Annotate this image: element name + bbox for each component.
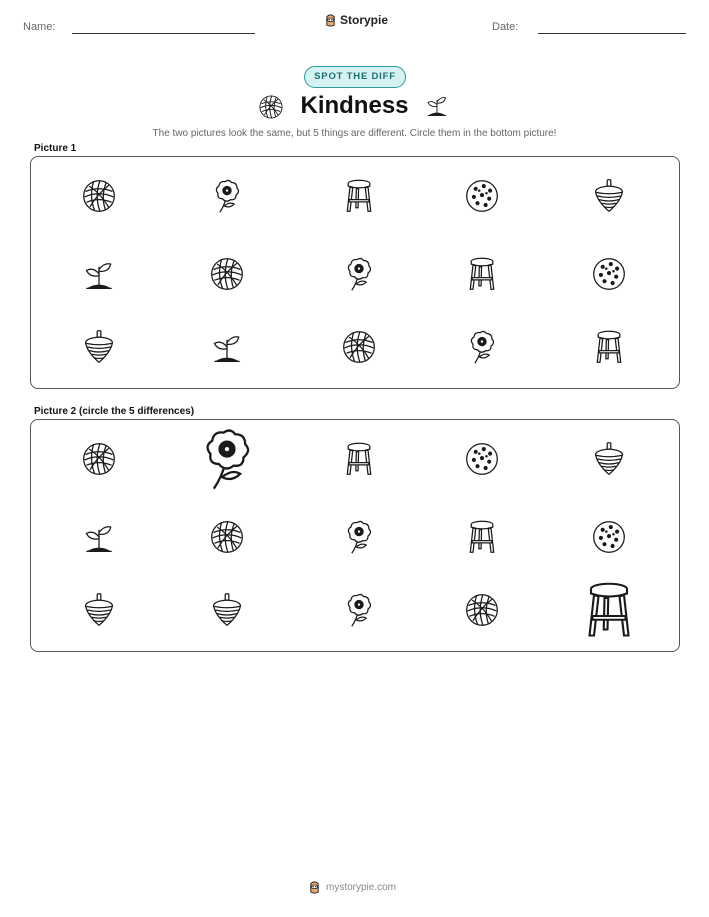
mascot-icon [324, 13, 337, 27]
flower-icon [209, 178, 245, 214]
stool-icon[interactable] [579, 580, 639, 640]
spot-the-diff-badge: SPOT THE DIFF [304, 66, 406, 88]
yarn-ball-icon [209, 256, 245, 292]
brand-logo [324, 13, 388, 27]
cookie-icon[interactable] [591, 519, 627, 555]
mascot-icon [308, 880, 321, 894]
stool-icon[interactable] [464, 519, 500, 555]
picture1-label: Picture 1 [34, 143, 77, 154]
spinning-top-icon[interactable] [81, 592, 117, 628]
stool-icon [341, 178, 377, 214]
sprout-icon [424, 92, 450, 118]
yarn-ball-icon[interactable] [464, 592, 500, 628]
yarn-ball-icon[interactable] [81, 441, 117, 477]
cookie-icon [464, 178, 500, 214]
picture1-panel [30, 156, 680, 389]
brand-name: Storypie [340, 13, 389, 27]
spinning-top-icon[interactable] [591, 441, 627, 477]
spinning-top-icon [591, 178, 627, 214]
stool-icon [591, 329, 627, 365]
flower-icon[interactable] [194, 426, 260, 492]
spinning-top-icon [81, 329, 117, 365]
name-label: Name: [23, 21, 56, 33]
flower-icon [341, 256, 377, 292]
stool-icon[interactable] [341, 441, 377, 477]
picture2-panel[interactable] [30, 419, 680, 652]
yarn-ball-icon[interactable] [209, 519, 245, 555]
date-line[interactable] [538, 33, 686, 34]
stool-icon [464, 256, 500, 292]
footer [308, 880, 396, 894]
flower-icon[interactable] [341, 592, 377, 628]
sprout-icon [209, 329, 245, 365]
spinning-top-icon[interactable] [209, 592, 245, 628]
yarn-ball-icon [341, 329, 377, 365]
date-label: Date: [492, 21, 519, 33]
footer-url[interactable]: mystorypie.com [326, 881, 397, 893]
cookie-icon[interactable] [464, 441, 500, 477]
picture2-label: Picture 2 (circle the 5 differences) [34, 406, 195, 417]
flower-icon [464, 329, 500, 365]
yarn-ball-icon [81, 178, 117, 214]
flower-icon[interactable] [341, 519, 377, 555]
name-line[interactable] [72, 33, 255, 34]
sprout-icon[interactable] [81, 519, 117, 555]
cookie-icon [591, 256, 627, 292]
instructions: The two pictures look the same, but 5 things are different. Circle them in the bottom picture! [152, 128, 557, 139]
sprout-icon [81, 256, 117, 292]
page-title: Kindness [300, 92, 409, 119]
